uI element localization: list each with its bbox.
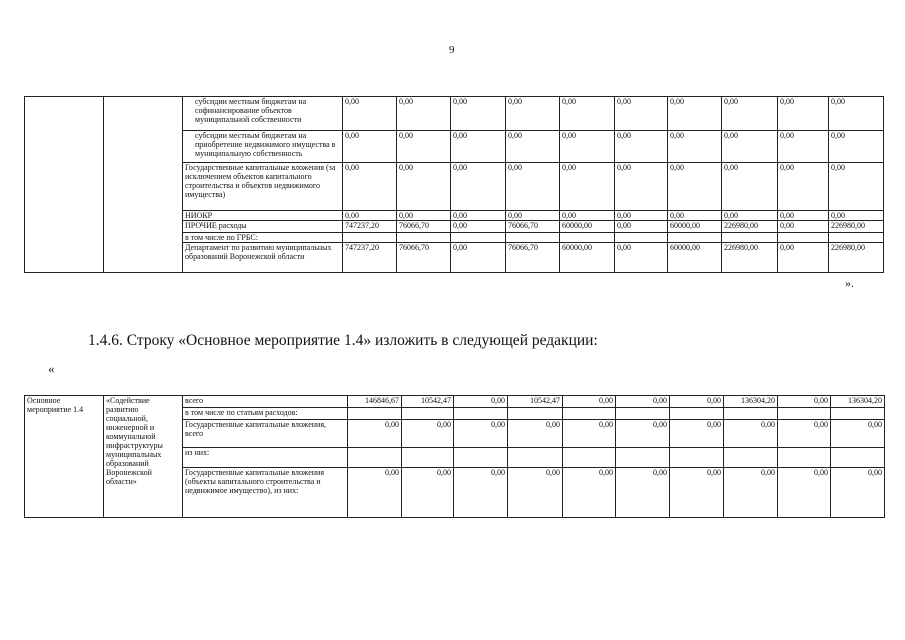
table-row — [25, 97, 884, 131]
value-cell — [402, 408, 454, 420]
value-cell — [831, 448, 885, 468]
value-cell — [670, 448, 724, 468]
value-cell: 0,00 — [508, 468, 563, 518]
value-cell — [668, 233, 722, 243]
value-cell: 0,00 — [560, 211, 615, 221]
merged-cell-col2 — [104, 97, 183, 273]
value-cell — [724, 408, 778, 420]
opening-quote: « — [48, 361, 55, 376]
value-cell: 0,00 — [343, 163, 397, 211]
value-cell: 0,00 — [506, 211, 560, 221]
value-cell — [343, 233, 397, 243]
row-label: ПРОЧИЕ расходы — [183, 221, 343, 233]
value-cell: 76066,70 — [506, 243, 560, 273]
section-heading: 1.4.6. Строку «Основное мероприятие 1.4» изложить в следующей редакции: — [88, 332, 598, 349]
value-cell — [348, 408, 402, 420]
value-cell: 0,00 — [563, 468, 616, 518]
value-cell: 747237,20 — [343, 221, 397, 233]
value-cell — [778, 448, 831, 468]
value-cell: 10542,47 — [402, 396, 454, 408]
value-cell: 0,00 — [397, 211, 451, 221]
row-label: субсидии местным бюджетам на софинансирование объектов муниципальной собственности — [183, 97, 343, 131]
value-cell: 0,00 — [563, 396, 616, 408]
value-cell: 0,00 — [397, 131, 451, 163]
value-cell: 0,00 — [722, 163, 778, 211]
value-cell: 76066,70 — [397, 243, 451, 273]
value-cell: 0,00 — [615, 211, 668, 221]
value-cell: 0,00 — [668, 163, 722, 211]
value-cell: 0,00 — [348, 468, 402, 518]
value-cell: 60000,00 — [560, 221, 615, 233]
value-cell: 0,00 — [670, 396, 724, 408]
value-cell: 226980,00 — [829, 243, 884, 273]
value-cell: 0,00 — [778, 420, 831, 448]
value-cell — [563, 408, 616, 420]
value-cell: 0,00 — [668, 97, 722, 131]
value-cell: 0,00 — [348, 420, 402, 448]
value-cell: 0,00 — [506, 163, 560, 211]
value-cell — [508, 408, 563, 420]
page-number: 9 — [449, 44, 455, 56]
row-label: Государственные капитальные вложения, всего — [183, 420, 348, 448]
value-cell: 60000,00 — [668, 221, 722, 233]
value-cell: 136304,20 — [831, 396, 885, 408]
row-label: НИОКР — [183, 211, 343, 221]
row-label: в том числе по ГРБС: — [183, 233, 343, 243]
value-cell: 0,00 — [724, 420, 778, 448]
value-cell: 0,00 — [615, 243, 668, 273]
value-cell: 0,00 — [670, 420, 724, 448]
value-cell: 0,00 — [670, 468, 724, 518]
value-cell: 0,00 — [343, 97, 397, 131]
value-cell — [563, 448, 616, 468]
value-cell: 0,00 — [829, 131, 884, 163]
row-label: Государственные капитальные вложения (за исключением объектов капитального строительства и объектов недвижимого имущества) — [183, 163, 343, 211]
value-cell: 0,00 — [778, 97, 829, 131]
value-cell: 0,00 — [778, 396, 831, 408]
value-cell: 0,00 — [722, 97, 778, 131]
value-cell: 0,00 — [563, 420, 616, 448]
value-cell — [506, 233, 560, 243]
value-cell: 0,00 — [829, 97, 884, 131]
value-cell: 0,00 — [451, 163, 506, 211]
value-cell — [402, 448, 454, 468]
value-cell: 0,00 — [451, 97, 506, 131]
value-cell — [560, 233, 615, 243]
merged-cell-col1 — [25, 97, 104, 273]
value-cell: 60000,00 — [668, 243, 722, 273]
value-cell: 226980,00 — [722, 243, 778, 273]
value-cell: 0,00 — [615, 97, 668, 131]
value-cell: 0,00 — [724, 468, 778, 518]
value-cell: 0,00 — [831, 468, 885, 518]
value-cell: 0,00 — [778, 211, 829, 221]
value-cell: 0,00 — [451, 221, 506, 233]
value-cell: 0,00 — [778, 163, 829, 211]
value-cell — [615, 233, 668, 243]
value-cell: 0,00 — [668, 131, 722, 163]
value-cell: 226980,00 — [829, 221, 884, 233]
value-cell — [724, 448, 778, 468]
value-cell — [454, 408, 508, 420]
value-cell: 0,00 — [778, 243, 829, 273]
value-cell: 0,00 — [616, 468, 670, 518]
value-cell: 747237,20 — [343, 243, 397, 273]
value-cell: 0,00 — [722, 131, 778, 163]
value-cell — [616, 408, 670, 420]
value-cell — [397, 233, 451, 243]
value-cell: 0,00 — [615, 131, 668, 163]
value-cell: 0,00 — [778, 131, 829, 163]
budget-table-new-edition — [24, 395, 885, 518]
value-cell: 226980,00 — [722, 221, 778, 233]
value-cell: 0,00 — [402, 420, 454, 448]
value-cell: 0,00 — [831, 420, 885, 448]
value-cell: 0,00 — [451, 131, 506, 163]
value-cell: 0,00 — [616, 420, 670, 448]
value-cell: 0,00 — [397, 97, 451, 131]
value-cell: 0,00 — [778, 221, 829, 233]
value-cell: 10542,47 — [508, 396, 563, 408]
value-cell — [778, 233, 829, 243]
row-label: субсидии местным бюджетам на приобретение недвижимого имущества в муниципальную собственность — [183, 131, 343, 163]
value-cell: 0,00 — [343, 211, 397, 221]
value-cell: 76066,70 — [506, 221, 560, 233]
value-cell: 0,00 — [454, 396, 508, 408]
closing-quote: ». — [845, 276, 854, 290]
value-cell: 0,00 — [454, 420, 508, 448]
value-cell: 0,00 — [454, 468, 508, 518]
value-cell — [348, 448, 402, 468]
value-cell: 0,00 — [560, 131, 615, 163]
table1-body — [25, 97, 884, 273]
value-cell: 60000,00 — [560, 243, 615, 273]
value-cell: 0,00 — [451, 211, 506, 221]
value-cell — [451, 233, 506, 243]
row-label: из них: — [183, 448, 348, 468]
value-cell: 0,00 — [722, 211, 778, 221]
value-cell — [722, 233, 778, 243]
value-cell: 0,00 — [451, 243, 506, 273]
value-cell: 0,00 — [616, 396, 670, 408]
row-label: всего — [183, 396, 348, 408]
value-cell: 146846,67 — [348, 396, 402, 408]
value-cell: 0,00 — [397, 163, 451, 211]
value-cell: 0,00 — [560, 97, 615, 131]
value-cell: 136304,20 — [724, 396, 778, 408]
event-name-cell: Основное мероприятие 1.4 — [25, 396, 104, 518]
value-cell: 0,00 — [560, 163, 615, 211]
event-title-cell: «Содействие развитию социальной, инженерной и коммунальной инфраструктуры муниципальных образований Воронежской области» — [104, 396, 183, 518]
value-cell — [829, 233, 884, 243]
value-cell: 0,00 — [829, 211, 884, 221]
value-cell: 0,00 — [506, 131, 560, 163]
value-cell — [508, 448, 563, 468]
value-cell: 0,00 — [615, 221, 668, 233]
value-cell: 0,00 — [506, 97, 560, 131]
row-label: в том числе по статьям расходов: — [183, 408, 348, 420]
budget-table-continuation — [24, 96, 884, 273]
value-cell: 76066,70 — [397, 221, 451, 233]
row-label: Департамент по развитию муниципальных образований Воронежской области — [183, 243, 343, 273]
table-row — [25, 396, 885, 408]
value-cell: 0,00 — [508, 420, 563, 448]
table2-body — [25, 396, 885, 518]
value-cell: 0,00 — [615, 163, 668, 211]
value-cell — [454, 448, 508, 468]
value-cell — [616, 448, 670, 468]
value-cell — [831, 408, 885, 420]
row-label: Государственные капитальные вложения (объекты капитального строительства и недвижимое имущество), из них: — [183, 468, 348, 518]
value-cell: 0,00 — [402, 468, 454, 518]
value-cell: 0,00 — [778, 468, 831, 518]
value-cell — [670, 408, 724, 420]
value-cell — [778, 408, 831, 420]
value-cell: 0,00 — [829, 163, 884, 211]
value-cell: 0,00 — [668, 211, 722, 221]
value-cell: 0,00 — [343, 131, 397, 163]
